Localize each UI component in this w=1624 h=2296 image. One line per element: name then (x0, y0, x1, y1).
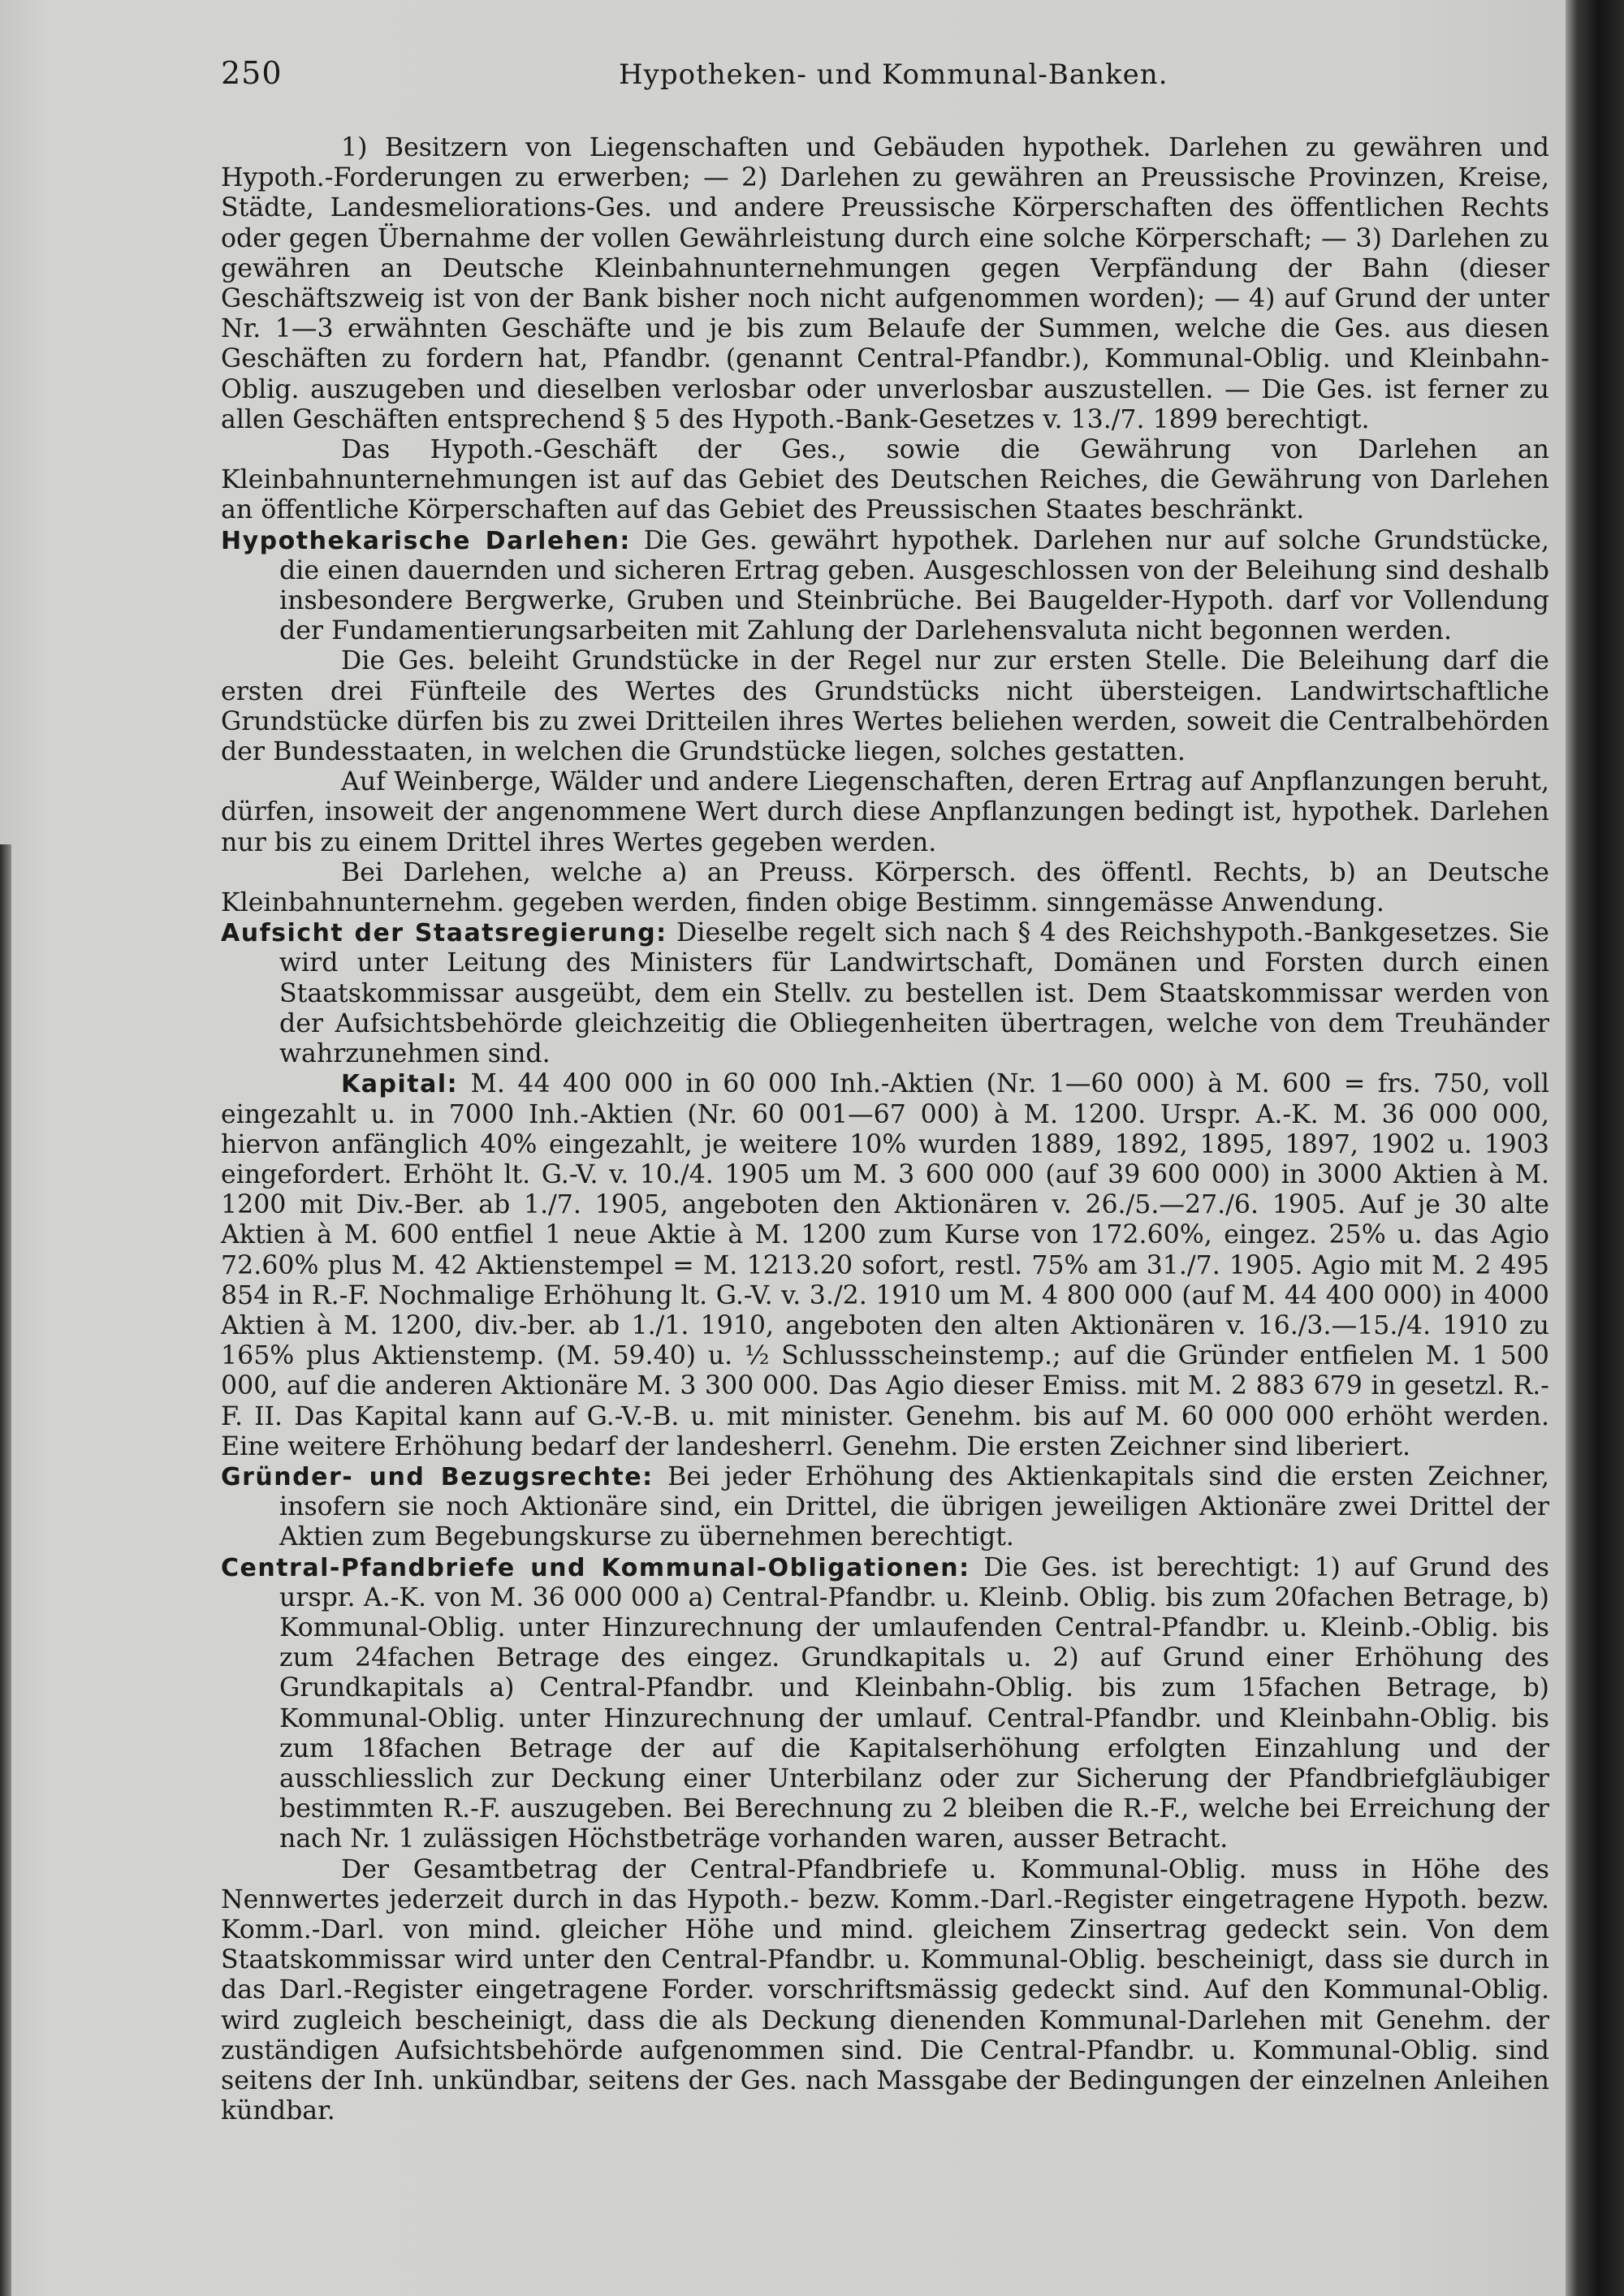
section-heading: Aufsicht der Staatsregierung: (221, 919, 667, 948)
paragraph-text: Die Ges. beleiht Grundstücke in der Regel nur zur ersten Stelle. Die Beleihung darf die ersten drei Fünfteile des Wertes des Grundstücks nicht übersteigen. Landwirtschaftliche Grundstücke dürfen bis zu zwei Dritteilen ihres Wertes beliehen werden, soweit die Centralbehörden der Bundesstaaten, in welchen die Grundstücke liegen, solches gestatten. (221, 646, 1549, 767)
section-text: Die Ges. ist berechtigt: 1) auf Grund des urspr. A.-K. von M. 36 000 000 a) Central-Pfandbr. u. Kleinb. Oblig. bis zum 20fachen Betrage, b) Kommunal-Oblig. unter Hinzurechnung der umlaufenden Central-Pfandbr. u. Kleinb.-Oblig. bis zum 24fachen Betrage des eingez. Grundkapitals u. 2) auf Grund einer Erhöhung des Grundkapitals a) Central-Pfandbr. und Kleinbahn-Oblig. bis zum 15fachen Betrage, b) Kommunal-Oblig. unter Hinzurechnung der umlauf. Central-Pfandbr. und Kleinbahn-Oblig. bis zum 18fachen Betrage der auf die Kapitalserhöhung erfolgten Einzahlung und der ausschliesslich zur Deckung einer Unterbilanz oder zur Sicherung der Pfandbriefgläubiger bestimmten R.-F. auszugeben. Bei Berechnung zu 2 bleiben die R.-F., welche bei Erreichung der nach Nr. 1 zulässigen Höchstbeträge vorhanden waren, ausser Betracht. (279, 1552, 1549, 1854)
paragraph-text: Der Gesamtbetrag der Central-Pfandbriefe u. Kommunal-Oblig. muss in Höhe des Nennwertes jederzeit durch in das Hypoth.- bezw. Komm.-Darl.-Register eingetragene Hypoth. bezw. Komm.-Darl. von mind. gleicher Höhe und mind. gleichem Zinsertrag gedeckt sein. Von dem Staatskommissar wird unter den Central-Pfandbr. u. Kommunal-Oblig. bescheinigt, dass sie durch in das Darl.-Register eingetragene Forder. vorschriftsmässig gedeckt sind. Auf den Kommunal-Oblig. wird zugleich bescheinigt, dass die als Deckung dienenden Kommunal-Darlehen mit Genehm. der zuständigen Aufsichtsbehörde aufgenommen sind. Die Central-Pfandbr. u. Kommunal-Oblig. sind seitens der Inh. unkündbar, seitens der Ges. nach Massgabe der Bedingungen der einzelnen Anleihen kündbar. (221, 1854, 1549, 2126)
section-heading: Kapital: (341, 1070, 459, 1099)
paragraph-text: Bei Darlehen, welche a) an Preuss. Körpersch. des öffentl. Rechts, b) an Deutsche Kleinbahnunternehm. gegeben werden, finden obige Bestimm. sinngemässe Anwendung. (221, 857, 1549, 918)
paragraph-business-purposes (221, 133, 1549, 435)
section-central-pfandbriefe (221, 1553, 1549, 1855)
paragraph-beleihung (221, 646, 1549, 767)
running-head: Hypotheken- und Kommunal-Banken. (619, 58, 1168, 91)
paragraph-gesamtbetrag (221, 1855, 1549, 2127)
page-body (221, 133, 1549, 2126)
section-text: Bei jeder Erhöhung des Aktienkapitals sind die ersten Zeichner, insofern sie noch Aktionäre sind, ein Drittel, die übrigen jeweiligen Aktionäre zwei Drittel der Aktien zum Begebungskurse zu übernehmen berechtigt. (279, 1461, 1550, 1552)
book-gutter (1566, 0, 1624, 2296)
section-text: M. 44 400 000 in 60 000 Inh.-Aktien (Nr. 1—60 000) à M. 600 = frs. 750, voll eingezahlt u. in 7000 Inh.-Aktien (Nr. 60 001—67 000) à M. 1200. Urspr. A.-K. M. 36 000 000, hiervon anfänglich 40% eingezahlt, je weitere 10% wurden 1889, 1892, 1895, 1897, 1902 u. 1903 eingefordert. Erhöht lt. G.-V. v. 10./4. 1905 um M. 3 600 000 (auf 39 600 000) in 3000 Aktien à M. 1200 mit Div.-Ber. ab 1./7. 1905, angeboten den Aktionären v. 26./5.—27./6. 1905. Auf je 30 alte Aktien à M. 600 entfiel 1 neue Aktie à M. 1200 zum Kurse von 172.60%, eingez. 25% u. das Agio 72.60% plus M. 42 Aktienstempel = M. 1213.20 sofort, restl. 75% am 31./7. 1905. Agio mit M. 2 495 854 in R.-F. Nochmalige Erhöhung lt. G.-V. v. 3./2. 1910 um M. 4 800 000 (auf M. 44 400 000) in 4000 Aktien à M. 1200, div.-ber. ab 1./1. 1910, angeboten den alten Aktionären v. 16./3.—15./4. 1910 zu 165% plus Aktienstemp. (M. 59.40) u. ½ Schlussscheinstemp.; auf die Gründer entfielen M. 1 500 000, auf die anderen Aktionäre M. 3 300 000. Das Agio dieser Emiss. mit M. 2 883 679 in gesetzl. R.-F. II. Das Kapital kann auf G.-V.-B. u. mit minister. Genehm. bis auf M. 60 000 000 erhöht werden. Eine weitere Erhöhung bedarf der landesherrl. Genehm. Die ersten Zeichner sind liberiert. (221, 1069, 1550, 1461)
section-hypothekarische-darlehen (221, 526, 1549, 647)
section-text: Die Ges. gewährt hypothek. Darlehen nur auf solche Grundstücke, die einen dauernden und sicheren Ertrag geben. Ausgeschlossen von der Beleihung sind deshalb insbesondere Bergwerke, Gruben und Steinbrüche. Bei Baugelder-Hypoth. darf vor Vollendung der Fundamentierungsarbeiten mit Zahlung der Darlehensvaluta nicht begonnen werden. (279, 525, 1550, 646)
section-heading: Gründer- und Bezugsrechte: (221, 1462, 654, 1491)
paragraph-text: Das Hypoth.-Geschäft der Ges., sowie die Gewährung von Darlehen an Kleinbahnunternehmungen ist auf das Gebiet des Deutschen Reiches, die Gewährung von Darlehen an öffentliche Körperschaften auf das Gebiet des Preussischen Staates beschränkt. (221, 435, 1549, 525)
page-header (221, 55, 1553, 96)
section-aufsicht (221, 918, 1549, 1069)
paragraph-business-territory (221, 435, 1549, 526)
section-heading: Central-Pfandbriefe und Kommunal-Obligationen: (221, 1553, 970, 1582)
section-gruender-bezugsrechte (221, 1462, 1549, 1553)
page-number: 250 (221, 55, 283, 91)
paragraph-text: 1) Besitzern von Liegenschaften und Gebäuden hypothek. Darlehen zu gewähren und Hypoth.-Forderungen zu erwerben; — 2) Darlehen zu gewähren an Preussische Provinzen, Kreise, Städte, Landesmeliorations-Ges. und andere Preussische Körperschaften des öffentlichen Rechts oder gegen Übernahme der vollen Gewährleistung durch eine solche Körperschaft; — 3) Darlehen zu gewähren an Deutsche Kleinbahnunternehmungen gegen Verpfändung der Bahn (dieser Geschäftszweig ist von der Bank bisher noch nicht aufgenommen worden); — 4) auf Grund der unter Nr. 1—3 erwähnten Geschäfte und je bis zum Belaufe der Summen, welche die Ges. aus diesen Geschäften zu fordern hat, Pfandbr. (genannt Central-Pfandbr.), Kommunal-Oblig. und Kleinbahn-Oblig. auszugeben und dieselben verlosbar oder unverlosbar auszustellen. — Die Ges. ist ferner zu allen Geschäften entsprechend § 5 des Hypoth.-Bank-Gesetzes v. 13./7. 1899 berechtigt. (221, 133, 1549, 434)
page-left-shadow (0, 844, 11, 2296)
paragraph-text: Auf Weinberge, Wälder und andere Liegenschaften, deren Ertrag auf Anpflanzungen beruht, dürfen, insoweit der angenommene Wert durch diese Anpflanzungen bedingt ist, hypothek. Darlehen nur bis zu einem Drittel ihres Wertes gegeben werden. (221, 767, 1549, 857)
section-heading: Hypothekarische Darlehen: (221, 526, 631, 555)
paragraph-weinberge (221, 767, 1549, 858)
section-text: Dieselbe regelt sich nach § 4 des Reichshypoth.-Bankgesetzes. Sie wird unter Leitung des Ministers für Landwirtschaft, Domänen und Forsten durch einen Staatskommissar ausgeübt, dem ein Stellv. zu bestellen ist. Dem Staatskommissar werden von der Aufsichtsbehörde gleichzeitig die Obliegenheiten übertragen, welche von dem Treuhänder wahrzunehmen sind. (279, 918, 1549, 1069)
section-kapital (221, 1069, 1549, 1462)
paragraph-koerperschaften (221, 858, 1549, 918)
